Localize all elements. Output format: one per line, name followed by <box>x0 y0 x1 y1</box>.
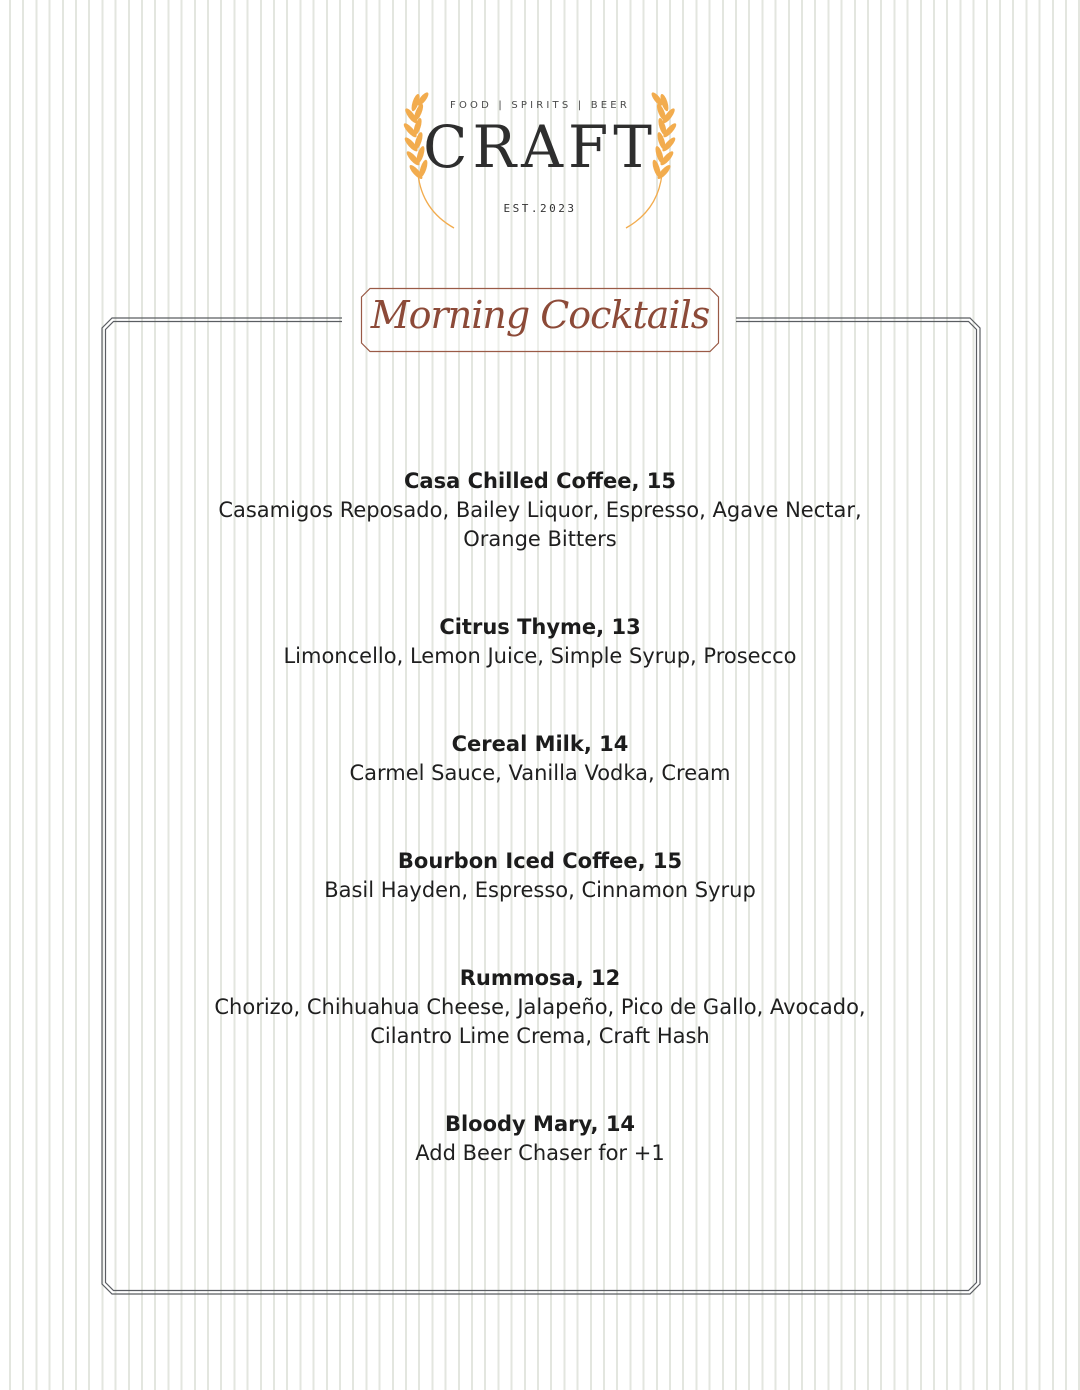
menu-list <box>160 466 920 1168</box>
menu-item-description: Carmel Sauce, Vanilla Vodka, Cream <box>349 761 731 785</box>
menu-item-description: Limoncello, Lemon Juice, Simple Syrup, Prosecco <box>283 644 797 668</box>
menu-item-name: Rummosa, 12 <box>459 966 621 990</box>
menu-item <box>160 1109 920 1168</box>
menu-item-name: Casa Chilled Coffee, 15 <box>404 469 676 493</box>
menu-item <box>160 846 920 905</box>
menu-item <box>160 963 920 1051</box>
menu-item <box>160 729 920 788</box>
menu-item-name: Bourbon Iced Coffee, 15 <box>397 849 683 873</box>
menu-item-name: Cereal Milk, 14 <box>451 732 629 756</box>
menu-item <box>160 466 920 554</box>
craft-logo <box>388 72 692 232</box>
menu-item-description: Casamigos Reposado, Bailey Liquor, Espresso, Agave Nectar, Orange Bitters <box>218 498 862 551</box>
menu-item-description: Basil Hayden, Espresso, Cinnamon Syrup <box>324 878 756 902</box>
menu-item-description: Add Beer Chaser for +1 <box>415 1141 665 1165</box>
menu-item-description: Chorizo, Chihuahua Cheese, Jalapeño, Pico de Gallo, Avocado, Cilantro Lime Crema, Craft Hash <box>214 995 866 1048</box>
logo-established: EST.2023 <box>503 202 577 215</box>
menu-item-name: Citrus Thyme, 13 <box>439 615 641 639</box>
menu-item-name: Bloody Mary, 14 <box>444 1112 636 1136</box>
section-title: Morning Cocktails <box>370 293 710 337</box>
logo-brand-name: CRAFT <box>423 113 657 181</box>
section-banner <box>360 287 720 353</box>
menu-item <box>160 612 920 671</box>
logo-tagline: FOOD | SPIRITS | BEER <box>450 100 630 111</box>
